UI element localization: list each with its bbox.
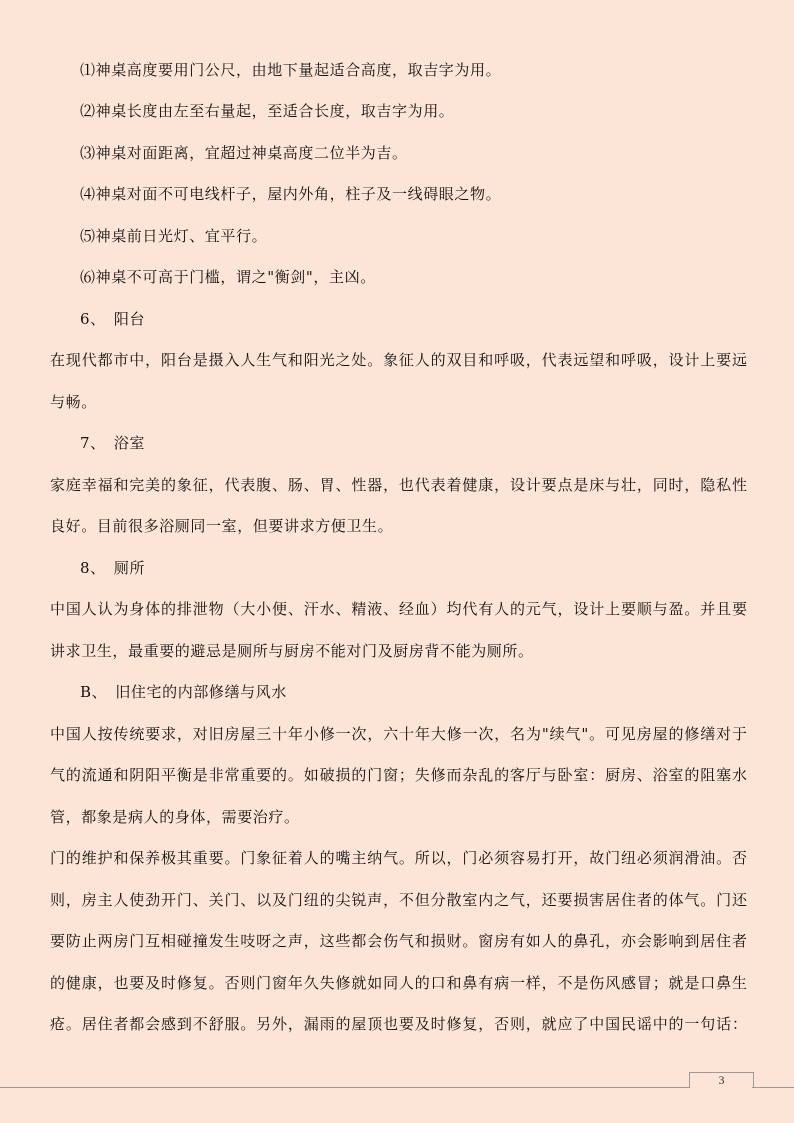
list-item-table-light: ⑸神桌前日光灯、宜平行。 xyxy=(80,227,268,245)
list-item-table-length: ⑵神桌长度由左至右量起，至适合长度，取吉字为用。 xyxy=(80,102,455,120)
footer-rule xyxy=(752,1087,794,1088)
paragraph-line: 良好。目前很多浴厕同一室，但要讲求方便卫生。 xyxy=(50,517,394,535)
paragraph-line: 则，房主人使劲开门、关门、以及门纽的尖锐声，不但分散室内之气，还要损害居住者的体气。门还 xyxy=(50,891,747,909)
list-item-table-height: ⑴神桌高度要用门公尺，由地下量起适合高度，取吉字为用。 xyxy=(80,61,502,79)
list-item-table-obstacles: ⑷神桌对面不可电线杆子，屋内外角，柱子及一线碍眼之物。 xyxy=(80,185,502,203)
paragraph-line: 与畅。 xyxy=(50,393,97,411)
paragraph-line: 要防止两房门互相碰撞发生吱呀之声，这些都会伤气和损财。窗房有如人的鼻孔，亦会影响到居住者 xyxy=(50,932,747,950)
section-heading-toilet: 8、 厕所 xyxy=(80,559,146,577)
page-number: 3 xyxy=(689,1072,754,1088)
paragraph-line: 的健康，也要及时修复。否则门窗年久失修就如同人的口和鼻有病一样，不是伤风感冒；就是口鼻生 xyxy=(50,974,747,992)
paragraph-line: 家庭幸福和完美的象征，代表腹、肠、胃、性器，也代表着健康，设计要点是床与壮，同时，隐私性 xyxy=(50,476,747,494)
paragraph-line: 在现代都市中，阳台是摄入人生气和阳光之处。象征人的双目和呼吸，代表远望和呼吸，设计上要远 xyxy=(50,351,747,369)
footer-rule xyxy=(0,1087,690,1088)
paragraph-line: 管，都象是病人的身体，需要治疗。 xyxy=(50,808,300,826)
paragraph-line: 中国人按传统要求，对旧房屋三十年小修一次，六十年大修一次，名为"续气"。可见房屋的修缮对于 xyxy=(50,725,747,743)
list-item-table-threshold: ⑹神桌不可高于门槛，谓之"衡剑"，主凶。 xyxy=(80,268,376,286)
section-heading-balcony: 6、 阳台 xyxy=(80,310,146,328)
list-item-table-distance: ⑶神桌对面距离，宜超过神桌高度二位半为吉。 xyxy=(80,144,408,162)
paragraph-line: 疮。居住者都会感到不舒服。另外，漏雨的屋顶也要及时修复，否则，就应了中国民谣中的一句话： xyxy=(50,1015,747,1033)
paragraph-line: 门的维护和保养极其重要。门象征着人的嘴主纳气。所以，门必须容易打开，故门纽必须润滑油。否 xyxy=(50,849,747,867)
paragraph-line: 中国人认为身体的排泄物（大小便、汗水、精液、经血）均代有人的元气，设计上要顺与盈。并且要 xyxy=(50,600,747,618)
section-heading-renovation: B、 旧住宅的内部修缮与风水 xyxy=(80,683,287,701)
paragraph-line: 讲求卫生，最重要的避忌是厕所与厨房不能对门及厨房背不能为厕所。 xyxy=(50,642,534,660)
paragraph-line: 气的流通和阴阳平衡是非常重要的。如破损的门窗；失修而杂乱的客厅与卧室：厨房、浴室的阻塞水 xyxy=(50,766,747,784)
section-heading-bathroom: 7、 浴室 xyxy=(80,434,146,452)
